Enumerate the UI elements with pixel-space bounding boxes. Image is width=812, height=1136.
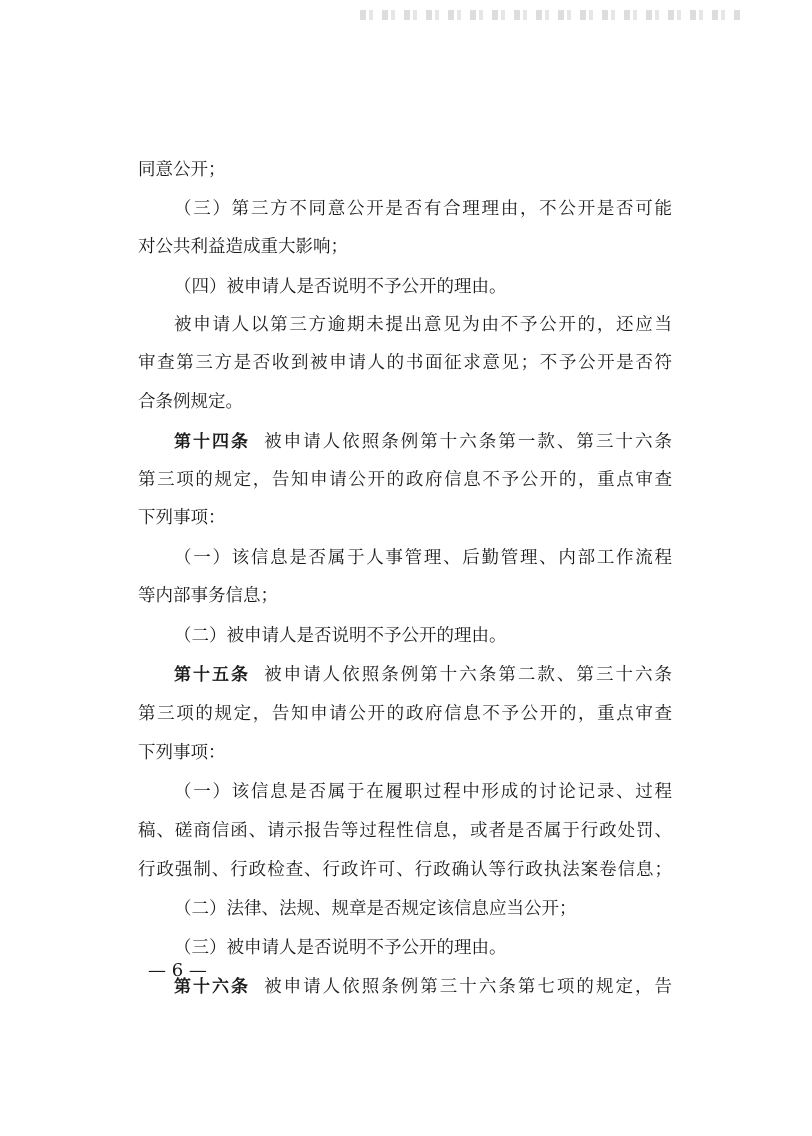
article-heading-line [138, 422, 672, 462]
article-label: 第十四条 [174, 432, 251, 452]
line-text: 第三项的规定，告知申请公开的政府信息不予公开的，重点审查 [138, 470, 672, 490]
article-heading-line [138, 655, 672, 695]
scan-header-artifact [360, 10, 740, 20]
article-heading-line [138, 967, 672, 1007]
line-text: 被申请人以第三方逾期未提出意见为由不予公开的，还应当 [174, 315, 672, 335]
text-line [138, 928, 672, 968]
line-text: 行政强制、行政检查、行政许可、行政确认等行政执法案卷信息； [138, 860, 672, 880]
line-text: 下列事项： [138, 743, 226, 763]
page-number: — 6 — [148, 960, 207, 981]
line-text: （三）被申请人是否说明不予公开的理由。 [174, 938, 507, 958]
text-line [138, 772, 672, 812]
text-line [138, 850, 672, 890]
line-text: （三）第三方不同意公开是否有合理理由，不公开是否可能 [174, 199, 672, 219]
text-line [138, 227, 672, 267]
line-text: （四）被申请人是否说明不予公开的理由。 [174, 277, 507, 297]
text-line [138, 305, 672, 345]
line-text: 被申请人依照条例第三十六条第七项的规定，告 [264, 977, 672, 997]
line-text: 被申请人依照条例第十六条第二款、第三十六条 [264, 665, 672, 685]
text-line [138, 694, 672, 734]
line-text: （二）被申请人是否说明不予公开的理由。 [174, 626, 507, 646]
line-text: （一）该信息是否属于人事管理、后勤管理、内部工作流程 [174, 548, 672, 568]
line-text: 审查第三方是否收到被申请人的书面征求意见；不予公开是否符 [138, 353, 672, 373]
text-line [138, 267, 672, 307]
text-line [138, 498, 672, 538]
text-line [138, 460, 672, 500]
text-line [138, 189, 672, 229]
text-line [138, 733, 672, 773]
text-line [138, 538, 672, 578]
article-label: 第十六条 [174, 977, 251, 997]
text-line [138, 889, 672, 929]
text-line [138, 382, 672, 422]
line-text: 下列事项： [138, 508, 226, 528]
line-text: 被申请人依照条例第十六条第一款、第三十六条 [264, 432, 672, 452]
line-text: 合条例规定。 [138, 392, 243, 412]
text-line [138, 576, 672, 616]
text-line [138, 150, 672, 190]
line-text: 第三项的规定，告知申请公开的政府信息不予公开的，重点审查 [138, 704, 672, 724]
line-text: 等内部事务信息； [138, 586, 278, 606]
text-line [138, 616, 672, 656]
text-line [138, 343, 672, 383]
line-text: 同意公开； [138, 160, 226, 180]
line-text: （二）法律、法规、规章是否规定该信息应当公开； [174, 899, 577, 919]
line-text: （一）该信息是否属于在履职过程中形成的讨论记录、过程 [174, 782, 672, 802]
line-text: 对公共利益造成重大影响； [138, 237, 348, 257]
line-text: 稿、磋商信函、请示报告等过程性信息，或者是否属于行政处罚、 [138, 821, 672, 841]
text-line [138, 811, 672, 851]
article-label: 第十五条 [174, 665, 251, 685]
